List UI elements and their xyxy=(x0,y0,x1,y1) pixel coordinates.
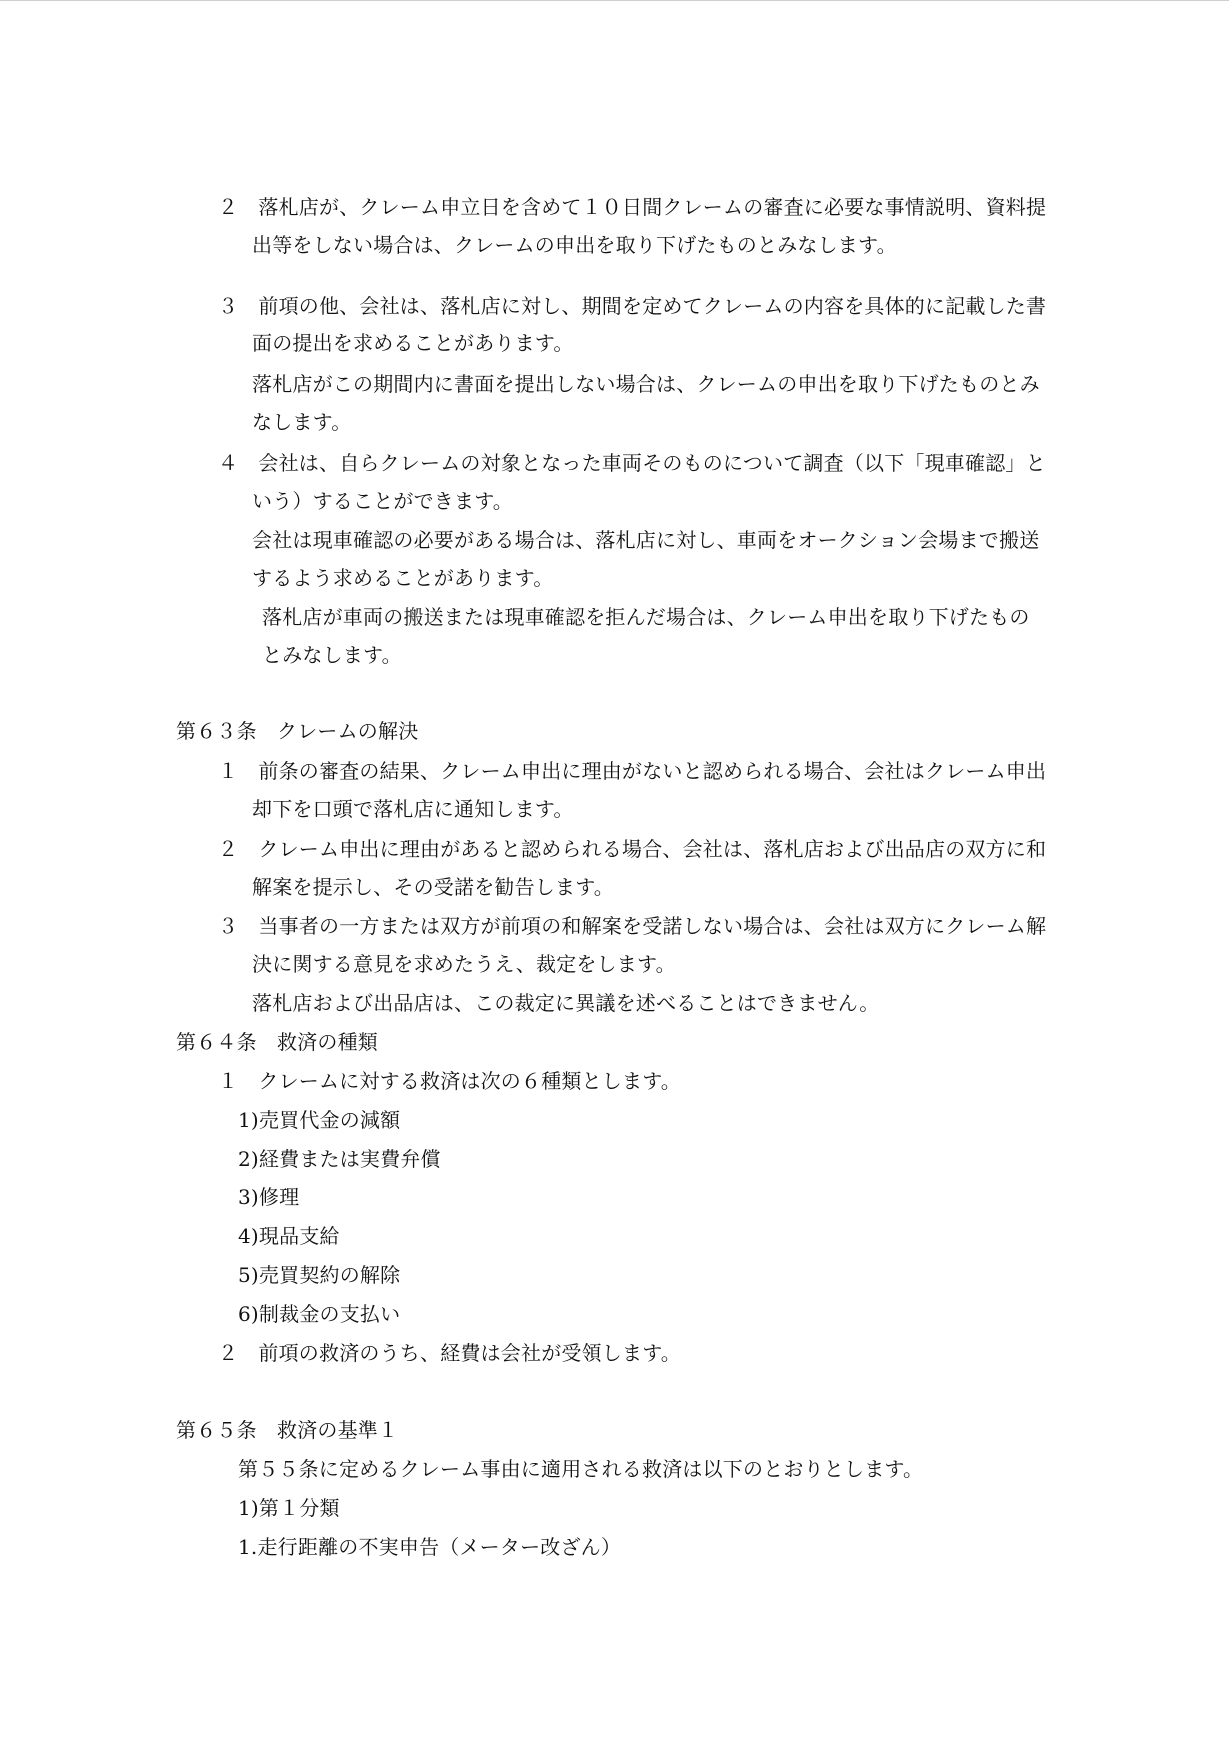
paragraph-line: 落札店が車両の搬送または現車確認を拒んだ場合は、クレーム申出を取り下げたもの xyxy=(262,605,1030,629)
paragraph-line: 決に関する意見を求めたうえ、裁定をします。 xyxy=(252,952,676,976)
paragraph-line: 会社は現車確認の必要がある場合は、落札店に対し、車両をオークション会場まで搬送 xyxy=(252,528,1040,552)
paragraph-line: ２ 前項の救済のうち、経費は会社が受領します。 xyxy=(218,1341,681,1365)
list-item: 1)売買代金の減額 xyxy=(238,1108,401,1132)
paragraph-line: するよう求めることがあります。 xyxy=(252,566,554,590)
page-top-border xyxy=(0,0,1229,1)
list-item: 4)現品支給 xyxy=(238,1224,340,1248)
paragraph-line: １ 前条の審査の結果、クレーム申出に理由がないと認められる場合、会社はクレーム申出 xyxy=(218,759,1047,783)
paragraph-line: いう）することができます。 xyxy=(252,489,513,513)
paragraph-line: ２ 落札店が、クレーム申立日を含めて１０日間クレームの審査に必要な事情説明、資料提 xyxy=(218,195,1047,219)
paragraph-line: ２ クレーム申出に理由があると認められる場合、会社は、落札店および出品店の双方に和 xyxy=(218,837,1047,861)
list-item: 5)売買契約の解除 xyxy=(238,1263,401,1287)
paragraph-line: ３ 当事者の一方または双方が前項の和解案を受諾しない場合は、会社は双方にクレーム解 xyxy=(218,914,1047,938)
article-heading: 第６５条 救済の基準１ xyxy=(176,1418,399,1442)
paragraph-line: 出等をしない場合は、クレームの申出を取り下げたものとみなします。 xyxy=(252,233,897,257)
list-item: 6)制裁金の支払い xyxy=(238,1302,401,1326)
paragraph-line: 面の提出を求めることがあります。 xyxy=(252,331,574,355)
paragraph-line: ３ 前項の他、会社は、落札店に対し、期間を定めてクレームの内容を具体的に記載した書 xyxy=(218,294,1047,318)
list-item: 3)修理 xyxy=(238,1185,300,1209)
article-heading: 第６４条 救済の種類 xyxy=(176,1030,378,1054)
paragraph-line: 却下を口頭で落札店に通知します。 xyxy=(252,797,574,821)
list-item: 2)経費または実費弁償 xyxy=(238,1147,441,1171)
paragraph-line: １ クレームに対する救済は次の６種類とします。 xyxy=(218,1069,681,1093)
paragraph-line: 第５５条に定めるクレーム事由に適用される救済は以下のとおりとします。 xyxy=(238,1457,924,1481)
list-item: 1)第１分類 xyxy=(238,1496,340,1520)
paragraph-line: 解案を提示し、その受諾を勧告します。 xyxy=(252,875,614,899)
paragraph-line: ４ 会社は、自らクレームの対象となった車両そのものについて調査（以下「現車確認」と xyxy=(218,451,1046,475)
paragraph-line: なします。 xyxy=(252,410,352,434)
list-item: 1.走行距離の不実申告（メーター改ざん） xyxy=(238,1535,622,1559)
paragraph-line: とみなします。 xyxy=(262,643,402,667)
article-heading: 第６３条 クレームの解決 xyxy=(176,719,419,743)
paragraph-line: 落札店がこの期間内に書面を提出しない場合は、クレームの申出を取り下げたものとみ xyxy=(252,372,1040,396)
paragraph-line: 落札店および出品店は、この裁定に異議を述べることはできません。 xyxy=(252,991,880,1015)
